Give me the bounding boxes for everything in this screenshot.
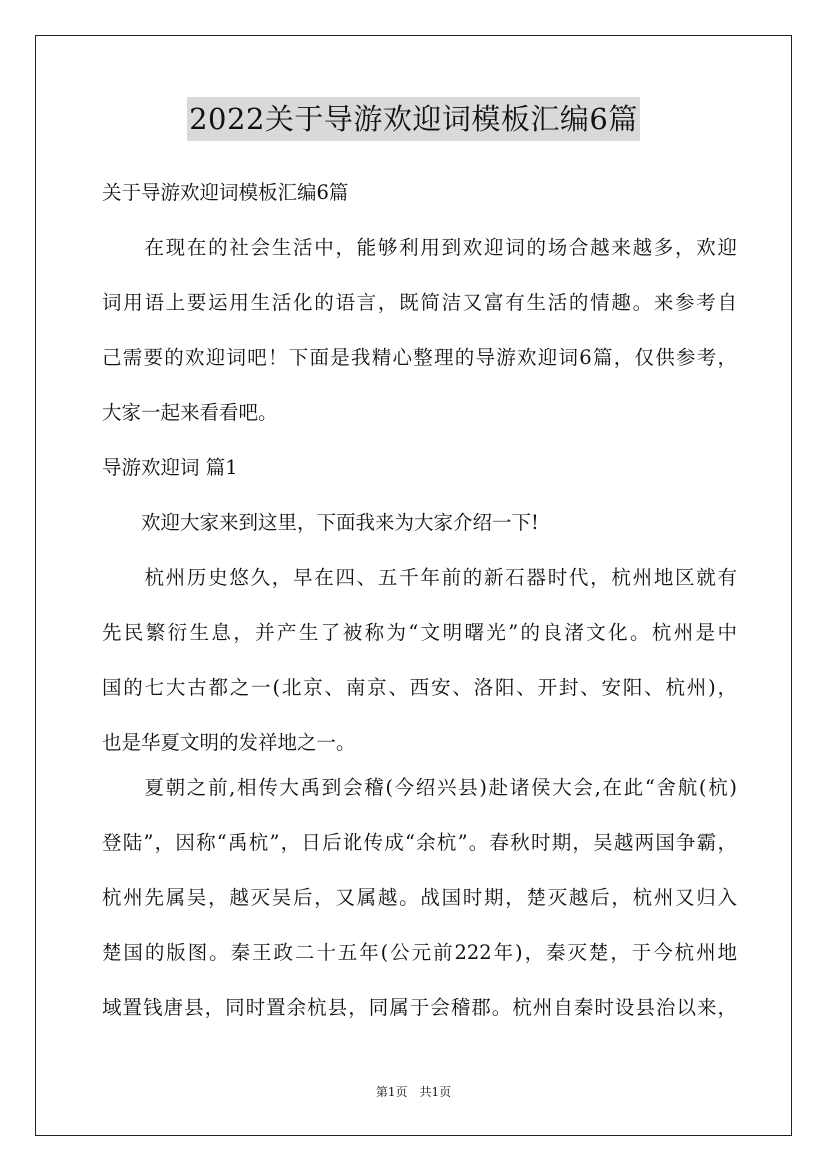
body-line: 先民繁衍生息，并产生了被称为“文明曙光”的良渚文化。杭州是中 <box>102 621 737 644</box>
body-line: 词用语上要运用生活化的语言，既简洁又富有生活的情趣。来参考自 <box>102 291 737 314</box>
body-line: 域置钱唐县，同时置余杭县，同属于会稽郡。杭州自秦时设县治以来， <box>102 996 737 1019</box>
body-line: 楚国的版图。秦王政二十五年(公元前222年)，秦灭楚，于今杭州地 <box>102 941 737 964</box>
page-footer: 第1页 共1页 <box>375 1085 452 1099</box>
body-line: 也是华夏文明的发祥地之一。 <box>102 731 356 754</box>
body-line: 杭州先属吴，越灭吴后，又属越。战国时期，楚灭越后，杭州又归入 <box>102 886 737 909</box>
body-line: 杭州历史悠久，早在四、五千年前的新石器时代，杭州地区就有 <box>102 566 737 589</box>
body-line: 登陆”，因称“禹杭”，日后讹传成“余杭”。春秋时期，吴越两国争霸， <box>102 831 737 854</box>
section-heading: 导游欢迎词 篇1 <box>102 456 238 479</box>
document-title: 2022关于导游欢迎词模板汇编6篇 <box>187 97 640 141</box>
body-line: 大家一起来看看吧。 <box>102 401 278 424</box>
body-line: 己需要的欢迎词吧！下面是我精心整理的导游欢迎词6篇，仅供参考， <box>102 346 737 369</box>
body-line: 在现在的社会生活中，能够利用到欢迎词的场合越来越多，欢迎 <box>102 236 737 259</box>
body-line: 夏朝之前,相传大禹到会稽(今绍兴县)赴诸侯大会,在此“舍航(杭) <box>102 776 737 799</box>
title-container <box>0 97 827 141</box>
subtitle-line: 关于导游欢迎词模板汇编6篇 <box>102 181 349 204</box>
body-line: 国的七大古都之一(北京、南京、西安、洛阳、开封、安阳、杭州)， <box>102 676 737 699</box>
body-line: 欢迎大家来到这里，下面我来为大家介绍一下! <box>102 511 539 534</box>
